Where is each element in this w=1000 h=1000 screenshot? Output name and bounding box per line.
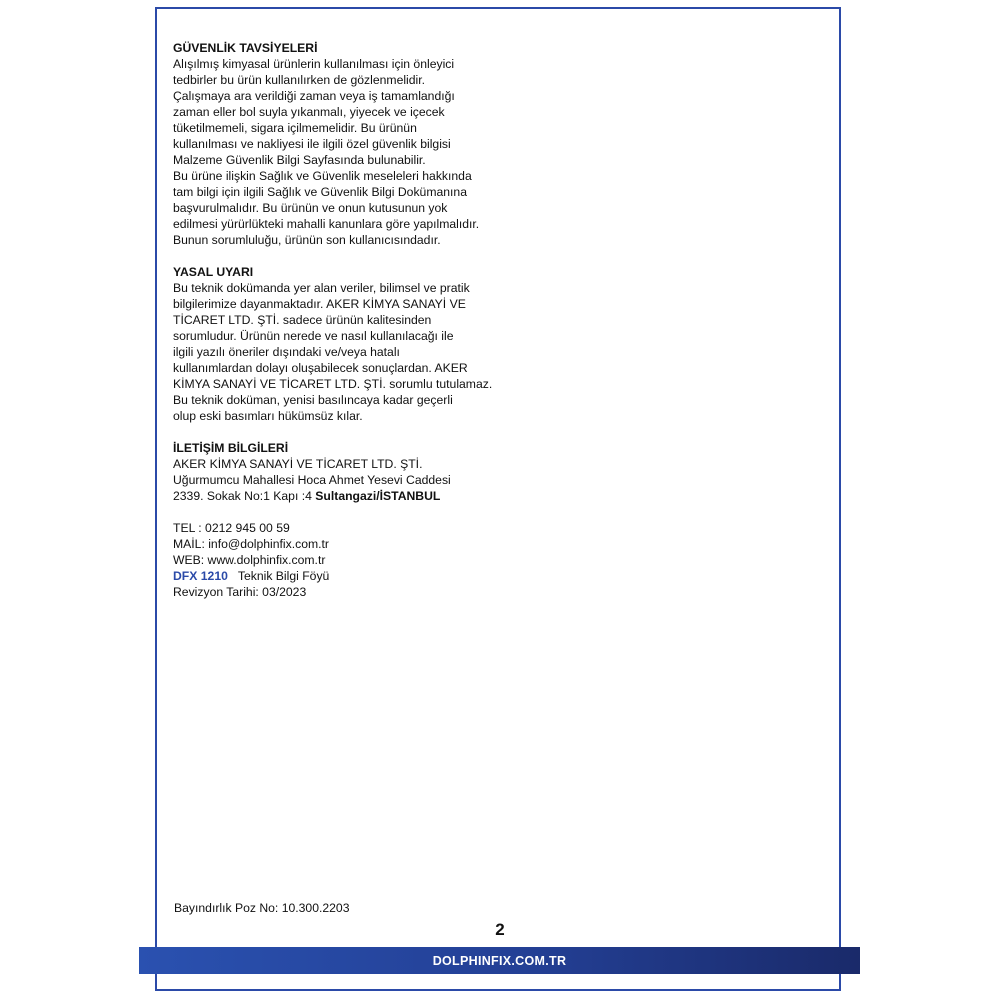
safety-line: Alışılmış kimyasal ürünlerin kullanılması için önleyici xyxy=(173,57,455,71)
legal-line: Bu teknik dokümanda yer alan veriler, bilimsel ve pratik xyxy=(173,281,470,295)
contact-heading: İLETİŞİM BİLGİLERİ xyxy=(173,441,289,455)
address-line-2 xyxy=(173,488,513,504)
street-address: 2339. Sokak No:1 Kapı :4 xyxy=(173,489,312,503)
safety-line: Çalışmaya ara verildiği zaman veya iş tamamlandığı xyxy=(173,89,455,103)
city: İSTANBUL xyxy=(379,489,441,503)
safety-line: edilmesi yürürlükteki mahalli kanunlara göre yapılmalıdır. xyxy=(173,217,480,231)
legal-line: Bu teknik doküman, yenisi basılıncaya kadar geçerli xyxy=(173,393,453,407)
legal-line: olup eski basımları hükümsüz kılar. xyxy=(173,409,363,423)
legal-line: TİCARET LTD. ŞTİ. sadece ürünün kalitesinden xyxy=(173,313,432,327)
website-link[interactable]: WEB: www.dolphinfix.com.tr xyxy=(173,553,326,567)
legal-section xyxy=(173,264,513,424)
contact-section xyxy=(173,440,513,600)
email-link[interactable]: MAİL: info@dolphinfix.com.tr xyxy=(173,537,329,551)
legal-line: kullanımlardan dolayı oluşabilecek sonuçlardan. AKER xyxy=(173,361,468,375)
safety-line: tedbirler bu ürün kullanılırken de gözlenmelidir. xyxy=(173,73,426,87)
company-name: AKER KİMYA SANAYİ VE TİCARET LTD. ŞTİ. xyxy=(173,457,423,471)
spacer xyxy=(173,504,513,520)
footer-website-link[interactable]: DOLPHINFIX.COM.TR xyxy=(432,953,567,968)
document-id-line xyxy=(173,568,513,584)
safety-line: Bunun sorumluluğu, ürünün son kullanıcısındadır. xyxy=(173,233,441,247)
document-type: Teknik Bilgi Föyü xyxy=(237,569,330,583)
document-code: DFX 1210 xyxy=(173,569,228,583)
safety-line: başvurulmalıdır. Bu ürünün ve onun kutusunun yok xyxy=(173,201,448,215)
document-body xyxy=(173,40,513,616)
safety-line: kullanılması ve nakliyesi ile ilgili özel güvenlik bilgisi xyxy=(173,137,451,151)
page-number: 2 xyxy=(495,920,505,939)
footer-bar xyxy=(139,947,860,974)
safety-line: Malzeme Güvenlik Bilgi Sayfasında bulunabilir. xyxy=(173,153,426,167)
legal-text xyxy=(173,280,513,424)
phone: TEL : 0212 945 00 59 xyxy=(173,521,290,535)
poz-number: Bayındırlık Poz No: 10.300.2203 xyxy=(174,901,350,915)
safety-line: tam bilgi için ilgili Sağlık ve Güvenlik Bilgi Dokümanına xyxy=(173,185,467,199)
safety-heading: GÜVENLİK TAVSİYELERİ xyxy=(173,41,318,55)
safety-text xyxy=(173,56,513,248)
address-line-1: Uğurmumcu Mahallesi Hoca Ahmet Yesevi Caddesi xyxy=(173,473,451,487)
legal-line: KİMYA SANAYİ VE TİCARET LTD. ŞTİ. sorumlu tutulamaz. xyxy=(173,377,493,391)
district: Sultangazi/ xyxy=(315,489,380,503)
safety-line: tüketilmemeli, sigara içilmemelidir. Bu ürünün xyxy=(173,121,417,135)
safety-line: Bu ürüne ilişkin Sağlık ve Güvenlik meseleleri hakkında xyxy=(173,169,472,183)
legal-line: ilgili yazılı öneriler dışındaki ve/veya hatalı xyxy=(173,345,400,359)
legal-line: sorumludur. Ürünün nerede ve nasıl kullanılacağı ile xyxy=(173,329,454,343)
revision-date: Revizyon Tarihi: 03/2023 xyxy=(173,585,307,599)
legal-heading: YASAL UYARI xyxy=(173,265,254,279)
safety-section xyxy=(173,40,513,248)
legal-line: bilgilerimize dayanmaktadır. AKER KİMYA SANAYİ VE xyxy=(173,297,466,311)
safety-line: zaman eller bol suyla yıkanmalı, yiyecek ve içecek xyxy=(173,105,445,119)
